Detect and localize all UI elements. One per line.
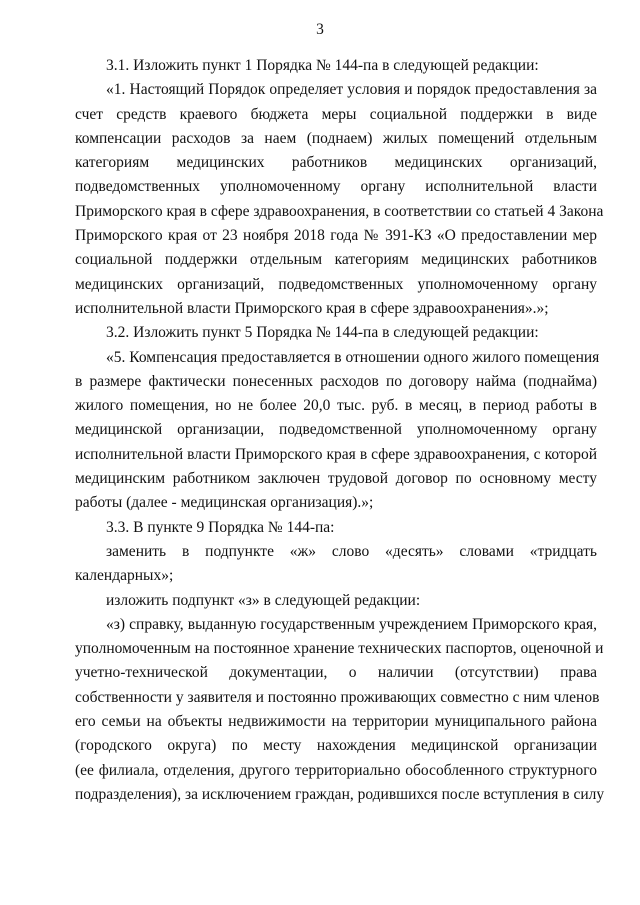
text-line: подразделения), за исключением граждан, родившихся после вступления в силу [75,785,605,803]
text-line: исполнительной власти Приморского края в сфере здравоохранения».»; [75,299,549,317]
text-line: «5. Компенсация предоставляется в отношении одного жилого помещения [106,348,600,366]
text-line: категориям медицинских работников медицинских организаций, [75,154,597,172]
text-line: медицинских организаций, подведомственных уполномоченному органу [75,275,597,293]
text-line: изложить подпункт «з» в следующей редакции: [106,591,421,609]
text-line: собственности у заявителя и постоянно проживающих совместно с ним членов [75,688,600,706]
text-line: его семьи на объекты недвижимости на территории муниципального района [75,713,597,731]
text-line: социальной поддержки отдельным категориям медицинских работников [75,251,597,269]
text-line: 3.2. Изложить пункт 5 Порядка № 144-па в следующей редакции: [106,324,539,342]
text-line: работы (далее - медицинская организация).»; [75,494,374,512]
text-line: (ее филиала, отделения, другого территориально обособленного структурного [75,761,597,779]
text-line: (городского округа) по месту нахождения медицинской организации [75,737,597,755]
text-line: счет средств краевого бюджета меры социальной поддержки в виде [75,105,597,123]
text-line: уполномоченным на постоянное хранение технических паспортов, оценочной и [75,640,604,658]
text-line: в размере фактически понесенных расходов по договору найма (поднайма) [75,372,597,390]
text-line: Приморского края от 23 ноября 2018 года № 391-КЗ «О предоставлении мер [75,227,597,245]
text-line: медицинской организации, подведомственной уполномоченному органу [75,421,597,439]
text-line: исполнительной власти Приморского края в сфере здравоохранения, с которой [75,445,597,463]
text-line: календарных»; [75,567,174,585]
page-number: 3 [316,21,324,38]
text-line: заменить в подпункте «ж» слово «десять» словами «тридцать [106,542,597,560]
text-line: Приморского края в сфере здравоохранения, в соответствии со статьей 4 Закона [75,202,604,220]
text-line: 3.1. Изложить пункт 1 Порядка № 144-па в следующей редакции: [106,57,539,74]
text-line: подведомственных уполномоченному органу исполнительной власти [75,178,597,196]
text-line: компенсации расходов за наем (поднаем) жилых помещений отдельным [75,129,597,147]
text-line: «1. Настоящий Порядок определяет условия и порядок предоставления за [106,81,597,99]
text-line: медицинским работником заключен трудовой договор по основному месту [75,470,597,488]
text-line: учетно-технической документации, о наличии (отсутствии) права [75,664,597,682]
document-body [75,54,605,807]
text-line: «з) справку, выданную государственным учреждением Приморского края, [106,615,597,633]
text-line: 3.3. В пункте 9 Порядка № 144-па: [106,518,335,536]
text-line: жилого помещения, но не более 20,0 тыс. руб. в месяц, в период работы в [75,397,597,415]
